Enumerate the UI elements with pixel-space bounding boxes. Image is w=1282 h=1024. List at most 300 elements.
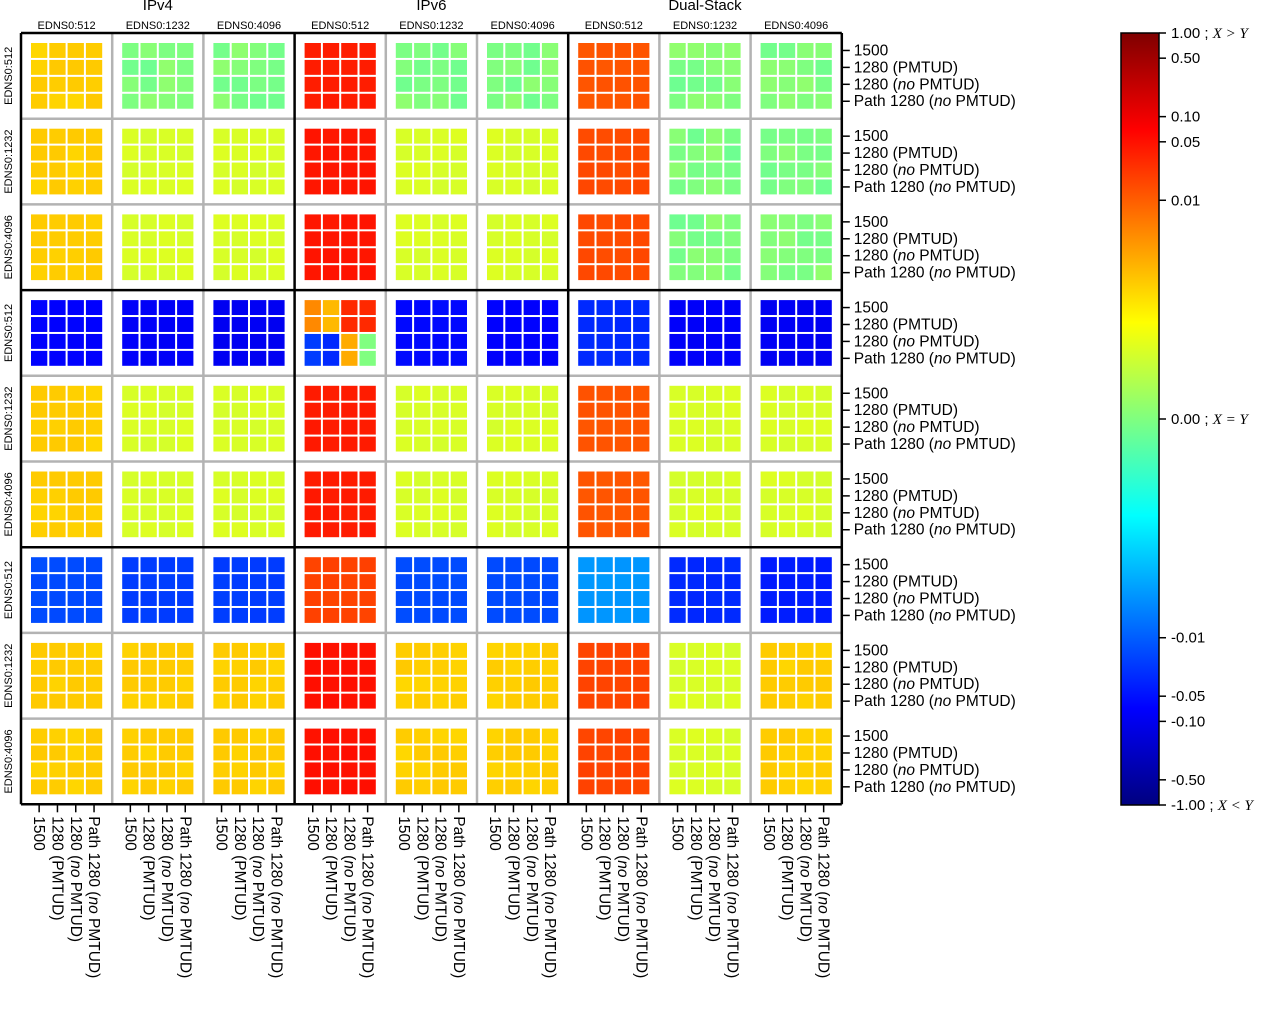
heatmap-cell	[779, 231, 795, 246]
heatmap-cell	[578, 43, 594, 58]
heatmap-cell	[633, 557, 649, 572]
y-tick-label: 1280 (no PMTUD)	[853, 676, 980, 694]
heatmap-cell	[159, 437, 175, 452]
heatmap-cell	[159, 660, 175, 675]
x-tick-label: Path 1280 (no PMTUD)	[176, 816, 194, 979]
heatmap-cell	[49, 300, 65, 315]
heatmap-cell	[451, 317, 467, 332]
colorbar-tick-label: 0.05	[1171, 133, 1201, 151]
heatmap-cell	[524, 248, 540, 263]
heatmap-cell	[524, 779, 540, 794]
heatmap-cell	[688, 694, 704, 709]
heatmap-cell	[487, 779, 503, 794]
heatmap-cell	[31, 77, 47, 92]
heatmap-cell	[86, 317, 102, 332]
heatmap-cell	[633, 386, 649, 401]
heatmap-cell	[578, 265, 594, 280]
heatmap-cell	[414, 386, 430, 401]
heatmap-cell	[86, 677, 102, 692]
heatmap-cell	[633, 522, 649, 537]
heatmap-cell	[688, 557, 704, 572]
heatmap-cell	[360, 179, 376, 194]
heatmap-cell	[724, 608, 740, 623]
heatmap-cell	[213, 265, 229, 280]
heatmap-cell	[451, 129, 467, 144]
heatmap-cell	[816, 43, 832, 58]
heatmap-cell	[414, 334, 430, 349]
x-tick-label: 1500	[668, 816, 686, 851]
heatmap-cell	[250, 214, 266, 229]
heatmap-cell	[706, 746, 722, 761]
heatmap-cell	[432, 43, 448, 58]
heatmap-cell	[250, 43, 266, 58]
heatmap-cell	[396, 317, 412, 332]
heatmap-cell	[524, 694, 540, 709]
heatmap-cell	[816, 77, 832, 92]
heatmap-cell	[341, 334, 357, 349]
heatmap-cell	[578, 231, 594, 246]
heatmap-cell	[323, 94, 339, 109]
heatmap-cell	[232, 505, 248, 520]
heatmap-cell	[396, 77, 412, 92]
heatmap-cell	[578, 472, 594, 487]
heatmap-cell	[487, 77, 503, 92]
heatmap-cell	[122, 677, 138, 692]
heatmap-cell	[706, 574, 722, 589]
heatmap-cell	[688, 729, 704, 744]
heatmap-cell	[177, 591, 193, 606]
heatmap-cell	[232, 660, 248, 675]
heatmap-cell	[250, 77, 266, 92]
heatmap-cell	[305, 60, 321, 75]
heatmap-cell	[761, 522, 777, 537]
heatmap-cell	[268, 179, 284, 194]
heatmap-cell	[268, 317, 284, 332]
heatmap-cell	[49, 214, 65, 229]
heatmap-cell	[159, 505, 175, 520]
heatmap-cell	[615, 94, 631, 109]
heatmap-cell	[213, 351, 229, 366]
heatmap-cell	[688, 660, 704, 675]
heatmap-cell	[706, 694, 722, 709]
heatmap-cell	[86, 386, 102, 401]
y-tick-label: 1280 (no PMTUD)	[853, 76, 980, 94]
heatmap-cell	[578, 746, 594, 761]
heatmap-cell	[761, 746, 777, 761]
heatmap-cell	[396, 574, 412, 589]
heatmap-cell	[177, 420, 193, 435]
heatmap-cell	[341, 403, 357, 418]
heatmap-cell	[232, 608, 248, 623]
heatmap-cell	[505, 694, 521, 709]
heatmap-cell	[816, 179, 832, 194]
heatmap-panels	[31, 43, 832, 794]
heatmap-cell	[505, 300, 521, 315]
heatmap-cell	[797, 386, 813, 401]
heatmap-cell	[31, 94, 47, 109]
heatmap-cell	[706, 43, 722, 58]
heatmap-cell	[159, 472, 175, 487]
heatmap-cell	[159, 762, 175, 777]
heatmap-cell	[615, 608, 631, 623]
heatmap-cell	[250, 386, 266, 401]
heatmap-cell	[177, 300, 193, 315]
heatmap-cell	[396, 694, 412, 709]
heatmap-cell	[669, 660, 685, 675]
heatmap-cell	[432, 94, 448, 109]
heatmap-cell	[432, 557, 448, 572]
heatmap-cell	[159, 265, 175, 280]
heatmap-cell	[615, 386, 631, 401]
heatmap-cell	[232, 265, 248, 280]
heatmap-cell	[213, 317, 229, 332]
column-edns-label: EDNS0:4096	[216, 20, 282, 32]
heatmap-cell	[122, 643, 138, 658]
heatmap-cell	[414, 300, 430, 315]
heatmap-cell	[68, 77, 84, 92]
heatmap-cell	[633, 660, 649, 675]
heatmap-cell	[669, 488, 685, 503]
heatmap-cell	[268, 643, 284, 658]
heatmap-cell	[688, 179, 704, 194]
heatmap-cell	[524, 420, 540, 435]
heatmap-cell	[396, 746, 412, 761]
heatmap-cell	[177, 60, 193, 75]
heatmap-cell	[505, 403, 521, 418]
heatmap-cell	[250, 591, 266, 606]
heatmap-cell	[816, 94, 832, 109]
heatmap-cell	[487, 43, 503, 58]
heatmap-cell	[615, 437, 631, 452]
heatmap-cell	[597, 248, 613, 263]
heatmap-cell	[49, 231, 65, 246]
heatmap-cell	[213, 643, 229, 658]
heatmap-cell	[305, 94, 321, 109]
heatmap-cell	[159, 231, 175, 246]
heatmap-cell	[597, 77, 613, 92]
heatmap-cell	[816, 574, 832, 589]
heatmap-cell	[122, 472, 138, 487]
heatmap-cell	[414, 677, 430, 692]
heatmap-cell	[542, 317, 558, 332]
heatmap-cell	[360, 557, 376, 572]
heatmap-cell	[487, 129, 503, 144]
heatmap-cell	[816, 146, 832, 161]
heatmap-cell	[505, 746, 521, 761]
heatmap-cell	[451, 677, 467, 692]
heatmap-cell	[159, 522, 175, 537]
heatmap-cell	[159, 488, 175, 503]
heatmap-cell	[432, 420, 448, 435]
heatmap-cell	[688, 300, 704, 315]
heatmap-cell	[68, 522, 84, 537]
heatmap-cell	[86, 94, 102, 109]
heatmap-cell	[505, 231, 521, 246]
heatmap-cell	[724, 386, 740, 401]
heatmap-cell	[232, 472, 248, 487]
heatmap-cell	[797, 351, 813, 366]
heatmap-cell	[816, 386, 832, 401]
heatmap-cell	[451, 608, 467, 623]
heatmap-cell	[779, 351, 795, 366]
heatmap-cell	[432, 248, 448, 263]
heatmap-cell	[68, 729, 84, 744]
heatmap-cell	[542, 179, 558, 194]
heatmap-cell	[323, 694, 339, 709]
heatmap-cell	[761, 94, 777, 109]
heatmap-cell	[542, 557, 558, 572]
heatmap-cell	[86, 420, 102, 435]
heatmap-cell	[669, 163, 685, 178]
heatmap-cell	[141, 265, 157, 280]
heatmap-cell	[305, 163, 321, 178]
heatmap-cell	[487, 386, 503, 401]
heatmap-cell	[779, 60, 795, 75]
heatmap-cell	[232, 334, 248, 349]
heatmap-cell	[724, 94, 740, 109]
heatmap-cell	[779, 420, 795, 435]
heatmap-cell	[341, 522, 357, 537]
heatmap-cell	[615, 317, 631, 332]
heatmap-cell	[49, 694, 65, 709]
heatmap-cell	[816, 729, 832, 744]
heatmap-cell	[688, 317, 704, 332]
heatmap-cell	[451, 643, 467, 658]
heatmap-cell	[524, 505, 540, 520]
heatmap-cell	[633, 265, 649, 280]
heatmap-cell	[578, 403, 594, 418]
heatmap-cell	[268, 214, 284, 229]
heatmap-cell	[414, 574, 430, 589]
heatmap-cell	[268, 403, 284, 418]
heatmap-cell	[49, 574, 65, 589]
heatmap-cell	[597, 43, 613, 58]
heatmap-cell	[68, 762, 84, 777]
heatmap-cell	[615, 146, 631, 161]
heatmap-cell	[31, 420, 47, 435]
heatmap-cell	[432, 505, 448, 520]
heatmap-cell	[487, 351, 503, 366]
heatmap-cell	[49, 43, 65, 58]
heatmap-cell	[797, 472, 813, 487]
heatmap-cell	[159, 163, 175, 178]
heatmap-cell	[542, 779, 558, 794]
heatmap-cell	[524, 488, 540, 503]
heatmap-cell	[633, 231, 649, 246]
heatmap-cell	[341, 129, 357, 144]
x-tick-label: 1280 (no PMTUD)	[340, 816, 358, 943]
heatmap-cell	[615, 694, 631, 709]
heatmap-cell	[159, 591, 175, 606]
heatmap-cell	[761, 557, 777, 572]
heatmap-cell	[68, 694, 84, 709]
y-tick-label: 1500	[853, 42, 889, 60]
column-edns-label: EDNS0:512	[37, 20, 96, 32]
y-tick-label: 1280 (no PMTUD)	[853, 761, 980, 779]
heatmap-cell	[341, 677, 357, 692]
heatmap-cell	[250, 179, 266, 194]
heatmap-cell	[578, 505, 594, 520]
heatmap-cell	[177, 351, 193, 366]
heatmap-cell	[761, 608, 777, 623]
heatmap-cell	[487, 300, 503, 315]
heatmap-cell	[213, 129, 229, 144]
heatmap-cell	[505, 643, 521, 658]
heatmap-cell	[323, 300, 339, 315]
heatmap-cell	[177, 608, 193, 623]
heatmap-cell	[487, 265, 503, 280]
heatmap-cell	[779, 94, 795, 109]
heatmap-cell	[633, 179, 649, 194]
heatmap-cell	[305, 265, 321, 280]
y-tick-label: Path 1280 (no PMTUD)	[853, 93, 1016, 111]
colorbar-tick-label: -0.01	[1171, 629, 1206, 647]
heatmap-cell	[615, 660, 631, 675]
heatmap-cell	[213, 403, 229, 418]
heatmap-cell	[432, 437, 448, 452]
heatmap-cell	[141, 60, 157, 75]
heatmap-cell	[360, 522, 376, 537]
heatmap-cell	[268, 660, 284, 675]
heatmap-cell	[633, 129, 649, 144]
heatmap-cell	[451, 522, 467, 537]
heatmap-cell	[669, 129, 685, 144]
heatmap-cell	[177, 265, 193, 280]
heatmap-cell	[724, 214, 740, 229]
heatmap-cell	[159, 608, 175, 623]
heatmap-cell	[505, 574, 521, 589]
heatmap-cell	[615, 643, 631, 658]
heatmap-cell	[669, 403, 685, 418]
heatmap-cell	[578, 94, 594, 109]
heatmap-cell	[761, 351, 777, 366]
heatmap-cell	[49, 522, 65, 537]
heatmap-cell	[761, 265, 777, 280]
heatmap-cell	[360, 591, 376, 606]
heatmap-cell	[177, 574, 193, 589]
heatmap-cell	[633, 437, 649, 452]
heatmap-cell	[122, 60, 138, 75]
heatmap-cell	[524, 437, 540, 452]
heatmap-cell	[615, 163, 631, 178]
heatmap-cell	[122, 386, 138, 401]
heatmap-cell	[706, 317, 722, 332]
heatmap-cell	[615, 472, 631, 487]
heatmap-cell	[706, 608, 722, 623]
heatmap-cell	[615, 214, 631, 229]
row-edns-label: EDNS0:512	[3, 303, 15, 362]
heatmap-cell	[213, 488, 229, 503]
heatmap-cell	[542, 214, 558, 229]
heatmap-cell	[451, 472, 467, 487]
heatmap-cell	[615, 43, 631, 58]
heatmap-cell	[213, 779, 229, 794]
heatmap-cell	[396, 351, 412, 366]
heatmap-cell	[633, 729, 649, 744]
heatmap-cell	[159, 214, 175, 229]
heatmap-cell	[213, 762, 229, 777]
heatmap-cell	[597, 437, 613, 452]
heatmap-cell	[779, 300, 795, 315]
heatmap-cell	[232, 231, 248, 246]
x-tick-label: 1500	[759, 816, 777, 851]
heatmap-cell	[706, 677, 722, 692]
heatmap-cell	[268, 43, 284, 58]
heatmap-cell	[323, 472, 339, 487]
heatmap-cell	[396, 94, 412, 109]
heatmap-cell	[669, 351, 685, 366]
heatmap-cell	[761, 300, 777, 315]
heatmap-cell	[505, 163, 521, 178]
heatmap-cell	[761, 660, 777, 675]
heatmap-cell	[68, 334, 84, 349]
colorbar	[1121, 25, 1254, 814]
heatmap-cell	[542, 146, 558, 161]
heatmap-cell	[31, 574, 47, 589]
x-tick-label: Path 1280 (no PMTUD)	[449, 816, 467, 979]
heatmap-cell	[68, 779, 84, 794]
heatmap-cell	[797, 231, 813, 246]
heatmap-cell	[487, 694, 503, 709]
heatmap-cell	[688, 591, 704, 606]
heatmap-cell	[396, 386, 412, 401]
heatmap-cell	[724, 762, 740, 777]
heatmap-cell	[250, 608, 266, 623]
heatmap-cell	[232, 248, 248, 263]
heatmap-cell	[524, 472, 540, 487]
x-tick-label: 1280 (PMTUD)	[322, 816, 340, 921]
heatmap-cell	[213, 146, 229, 161]
heatmap-cell	[451, 779, 467, 794]
heatmap-cell	[724, 522, 740, 537]
heatmap-cell	[159, 779, 175, 794]
heatmap-cell	[159, 43, 175, 58]
heatmap-cell	[360, 146, 376, 161]
heatmap-cell	[305, 779, 321, 794]
y-tick-label: 1500	[853, 728, 889, 746]
heatmap-cell	[31, 403, 47, 418]
heatmap-cell	[159, 129, 175, 144]
heatmap-cell	[341, 729, 357, 744]
heatmap-cell	[177, 488, 193, 503]
heatmap-cell	[122, 488, 138, 503]
heatmap-cell	[597, 60, 613, 75]
colorbar-tick-label: -0.10	[1171, 713, 1206, 731]
heatmap-cell	[213, 231, 229, 246]
heatmap-cell	[797, 248, 813, 263]
heatmap-cell	[213, 163, 229, 178]
heatmap-cell	[31, 779, 47, 794]
heatmap-cell	[323, 351, 339, 366]
heatmap-cell	[360, 403, 376, 418]
row-edns-label: EDNS0:1232	[3, 643, 15, 708]
heatmap-cell	[268, 746, 284, 761]
heatmap-cell	[268, 420, 284, 435]
heatmap-cell	[250, 574, 266, 589]
heatmap-cell	[797, 591, 813, 606]
heatmap-cell	[451, 746, 467, 761]
heatmap-cell	[177, 248, 193, 263]
heatmap-cell	[505, 317, 521, 332]
heatmap-cell	[597, 694, 613, 709]
heatmap-cell	[524, 300, 540, 315]
heatmap-cell	[761, 762, 777, 777]
heatmap-cell	[49, 420, 65, 435]
heatmap-cell	[305, 488, 321, 503]
heatmap-cell	[761, 214, 777, 229]
heatmap-cell	[68, 179, 84, 194]
heatmap-cell	[816, 505, 832, 520]
